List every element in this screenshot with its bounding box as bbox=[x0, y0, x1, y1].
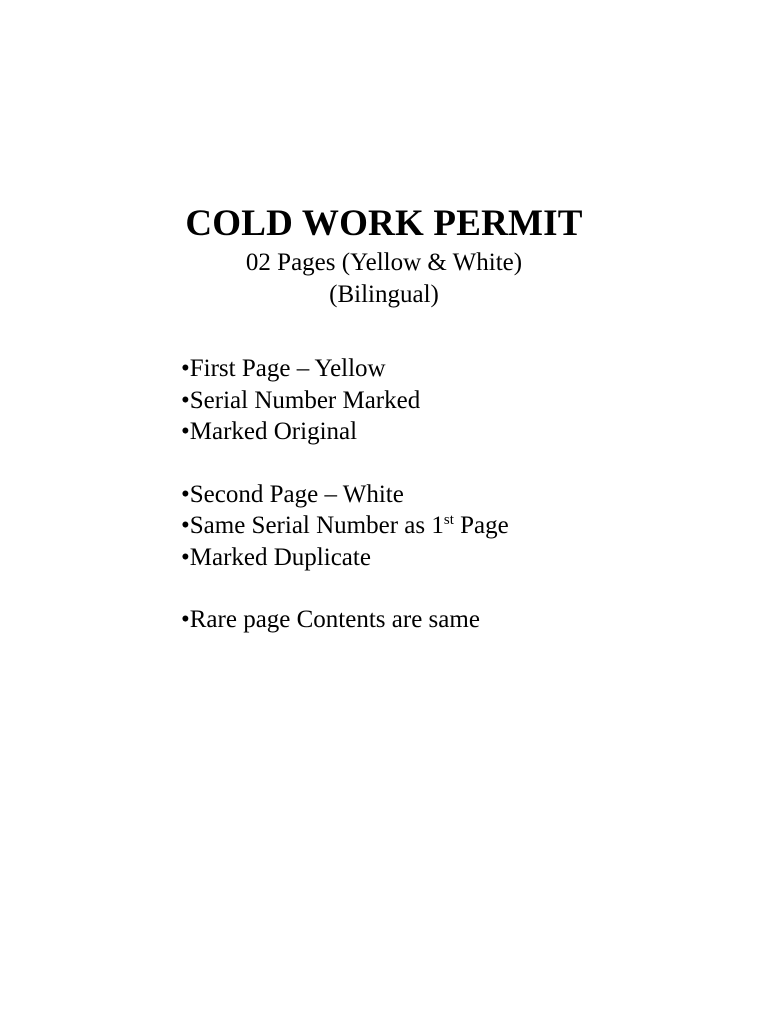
bullet-marked-duplicate: •Marked Duplicate bbox=[181, 543, 371, 571]
bullet-list bbox=[181, 353, 741, 667]
bullet-rare-page-contents: •Rare page Contents are same bbox=[181, 606, 480, 633]
bullet-group-contents bbox=[181, 604, 741, 636]
subtitle-pages: 02 Pages (Yellow & White) bbox=[245, 249, 523, 276]
bullet-marked-original: •Marked Original bbox=[181, 418, 358, 445]
bullet-group-second-page bbox=[181, 479, 741, 574]
bullet-first-page-yellow: •First Page – Yellow bbox=[181, 355, 386, 382]
ordinal-superscript: st bbox=[443, 512, 454, 528]
bullet-same-serial-suffix: Page bbox=[453, 512, 509, 539]
page-title: COLD WORK PERMIT bbox=[185, 203, 583, 244]
subtitle-bilingual: (Bilingual) bbox=[329, 281, 439, 308]
bullet-serial-number-marked: •Serial Number Marked bbox=[181, 386, 421, 414]
bullet-group-first-page bbox=[181, 353, 741, 448]
bullet-same-serial-text: •Same Serial Number as 1 bbox=[181, 512, 444, 539]
bullet-same-serial-number bbox=[181, 510, 741, 542]
bullet-second-page-white: •Second Page – White bbox=[181, 480, 404, 508]
